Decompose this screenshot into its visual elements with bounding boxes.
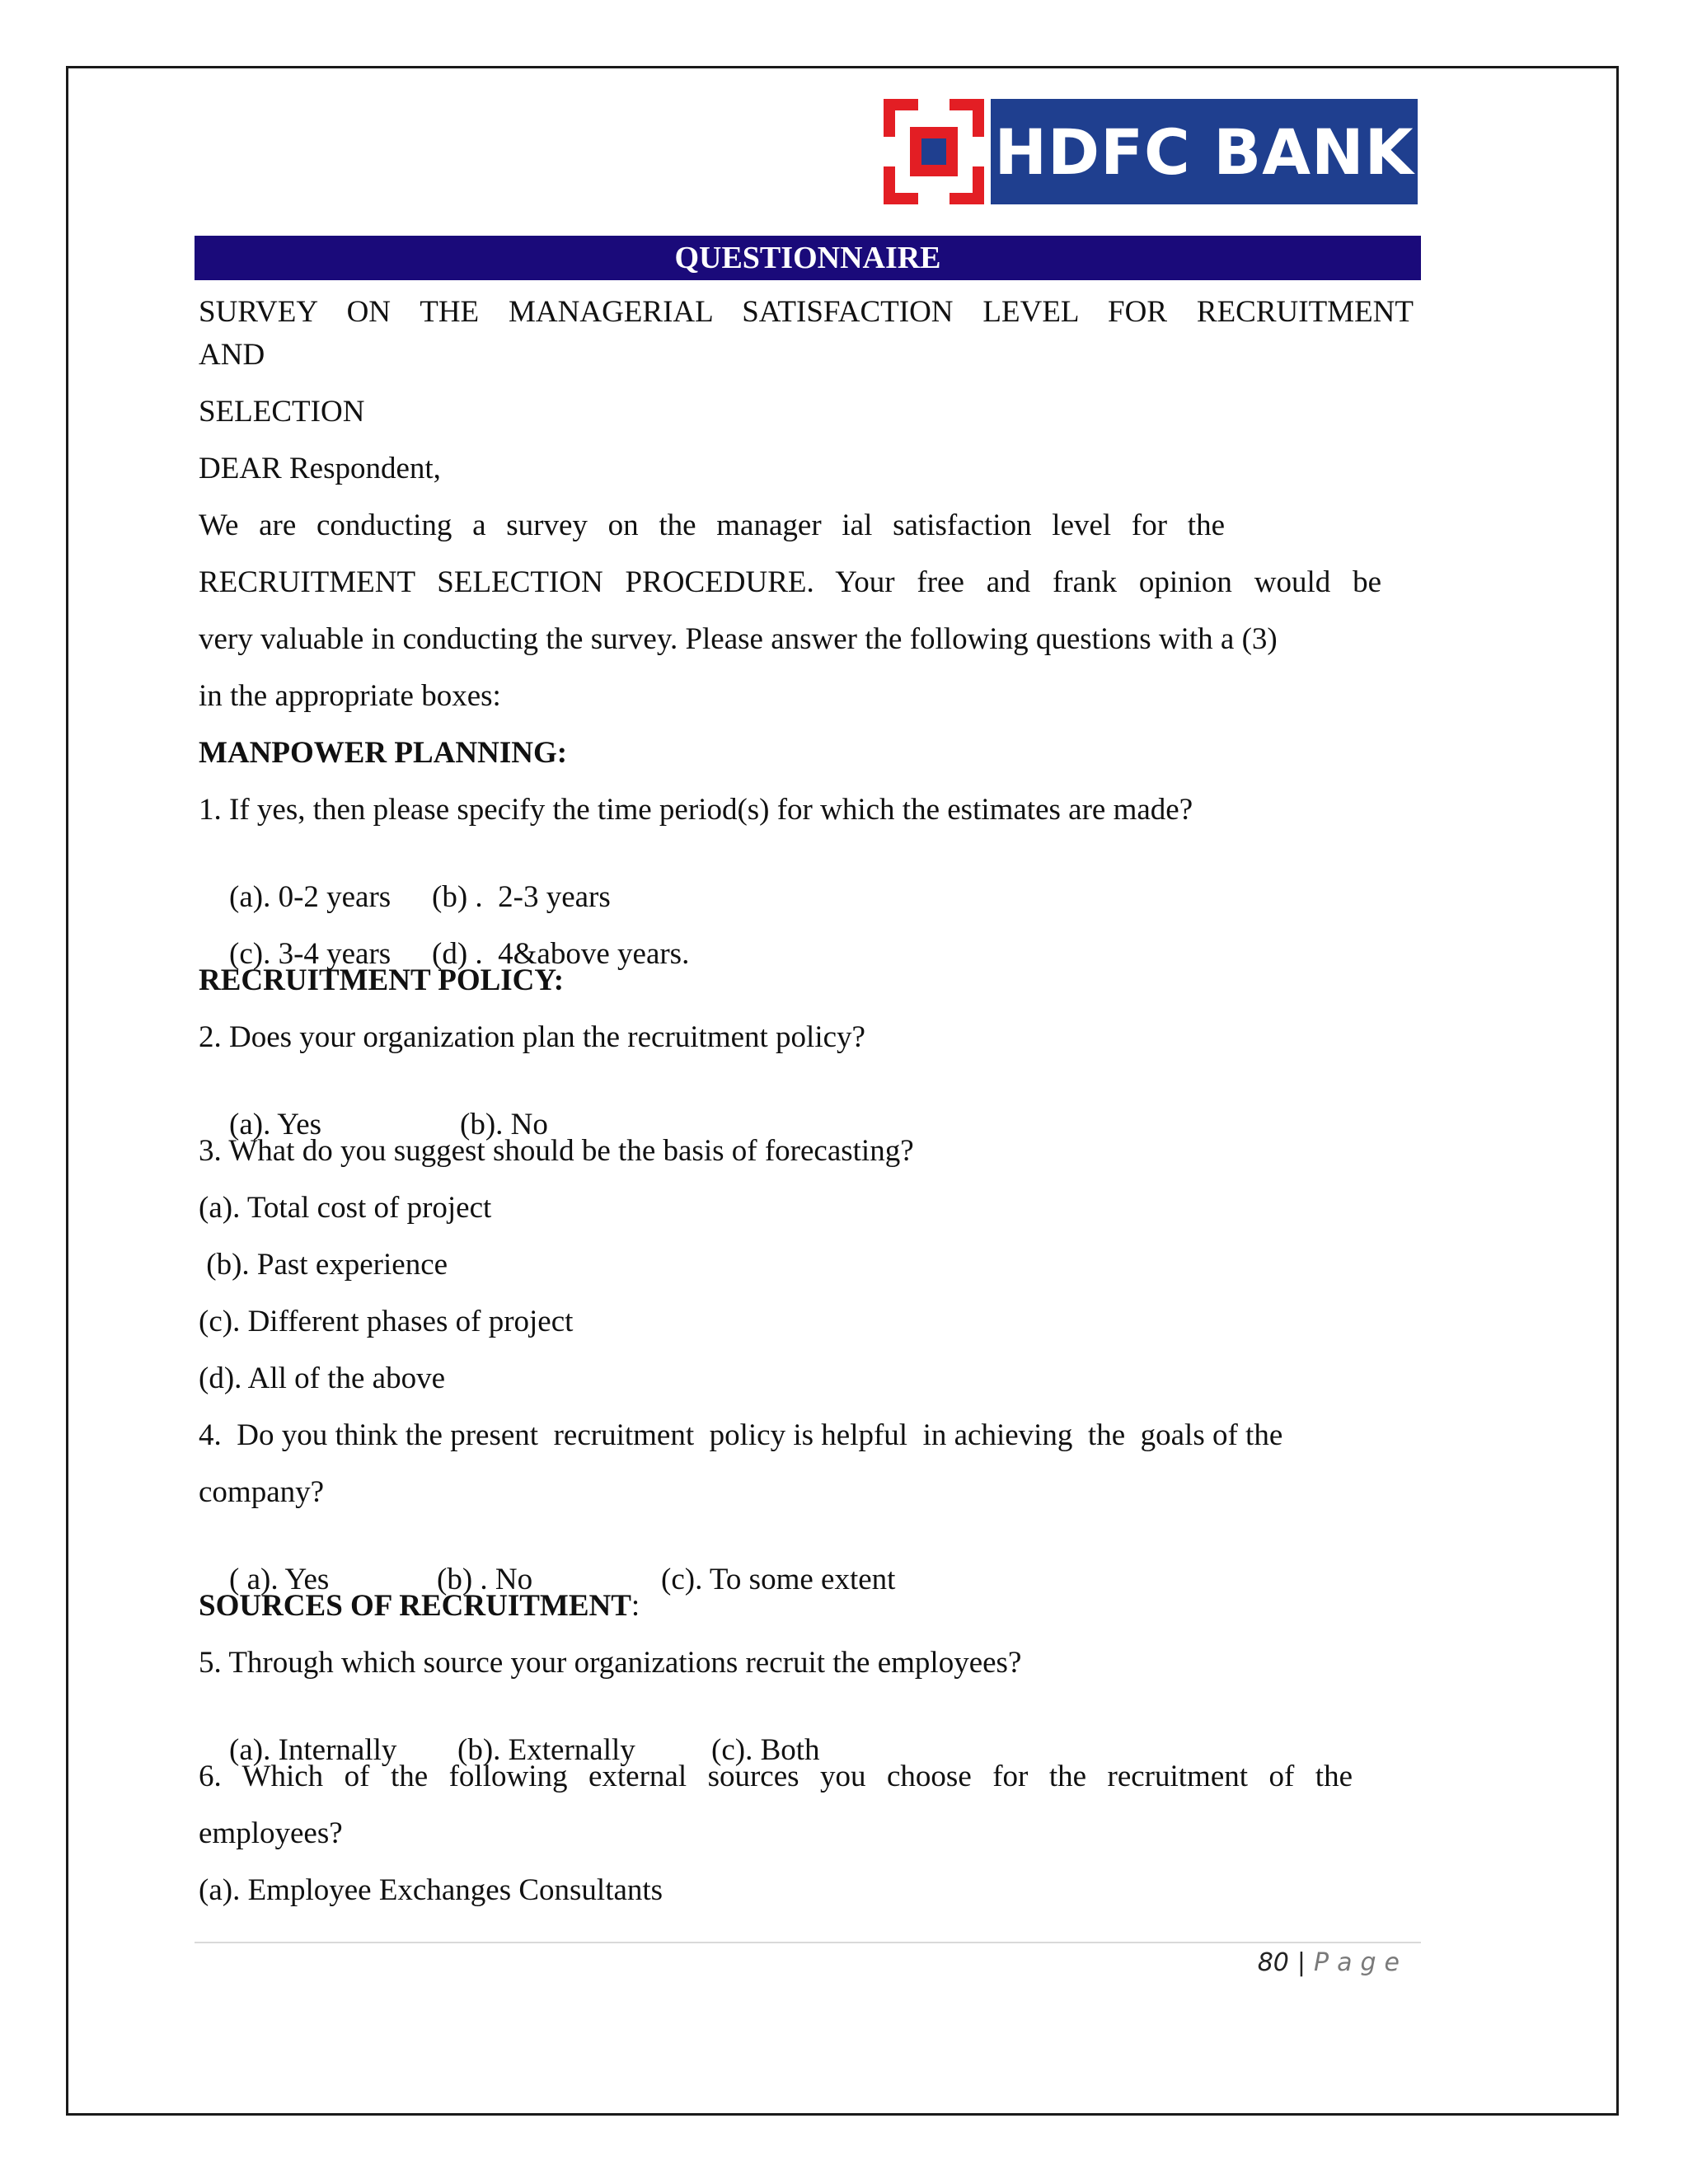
question-6-line2: employees?	[199, 1816, 343, 1850]
question-4-line2: company?	[199, 1475, 325, 1509]
intro-paragraph-line2: RECRUITMENT SELECTION PROCEDURE. Your free and frank opinion would be	[199, 565, 1381, 599]
option-text: (a). Yes	[229, 1108, 322, 1141]
questionnaire-banner: QUESTIONNAIRE	[195, 236, 1421, 280]
question-2: 2. Does your organization plan the recruitment policy?	[199, 1020, 865, 1054]
option-text: ( a). Yes	[229, 1563, 330, 1596]
survey-title-line2: AND	[199, 338, 265, 372]
question-3-option-c: (c). Different phases of project	[199, 1305, 574, 1338]
question-5: 5. Through which source your organizations recruit the employees?	[199, 1646, 1022, 1680]
footer-divider	[195, 1942, 1421, 1943]
intro-paragraph-line1: We are conducting a survey on the manager ial satisfaction level for the	[199, 509, 1225, 542]
question-4-line1: 4. Do you think the present recruitment policy is helpful in achieving the goals of the	[199, 1418, 1283, 1452]
option-text: (a). 0-2 years	[229, 880, 392, 914]
survey-title-line3: SELECTION	[199, 395, 365, 429]
question-3-option-d: (d). All of the above	[199, 1361, 445, 1395]
question-1: 1. If yes, then please specify the time period(s) for which the estimates are made?	[199, 793, 1193, 827]
page-footer	[1258, 1948, 1408, 1977]
option-text: (b) . No	[437, 1563, 533, 1596]
option-text: (c). To some extent	[661, 1563, 896, 1596]
page-number: 80	[1257, 1948, 1289, 1977]
intro-paragraph-line4: in the appropriate boxes:	[199, 679, 501, 713]
question-3-option-a: (a). Total cost of project	[199, 1191, 492, 1225]
logo-gap	[984, 99, 991, 204]
question-6-line1: 6. Which of the following external sources you choose for the recruitment of the	[199, 1760, 1353, 1793]
section-heading-sources-text: SOURCES OF RECRUITMENT	[199, 1589, 631, 1623]
hdfc-bank-logo	[884, 99, 1418, 204]
section-heading-sources-colon: :	[631, 1589, 640, 1623]
question-3: 3. What do you suggest should be the basis of forecasting?	[199, 1134, 914, 1168]
option-text: (c). Both	[711, 1733, 820, 1767]
intro-paragraph-line3: very valuable in conducting the survey. Please answer the following questions with a (3)	[199, 622, 1278, 656]
section-heading-manpower: MANPOWER PLANNING:	[199, 736, 568, 770]
option-text: (a). Internally	[229, 1733, 397, 1767]
logo-wordmark: HDFC BANK	[991, 99, 1418, 204]
survey-title-line1: SURVEY ON THE MANAGERIAL SATISFACTION LEVEL FOR RECRUITMENT	[199, 295, 1414, 329]
salutation: DEAR Respondent,	[199, 452, 441, 485]
question-6-option-a: (a). Employee Exchanges Consultants	[199, 1873, 663, 1907]
hdfc-logo-mark-icon	[884, 99, 984, 204]
question-3-option-b: (b). Past experience	[199, 1248, 448, 1282]
option-text: (d) . 4&above years.	[432, 937, 690, 971]
option-text: (b). No	[460, 1108, 548, 1141]
page-separator: |	[1296, 1948, 1306, 1977]
section-heading-sources	[199, 1591, 640, 1621]
option-text: (c). 3-4 years	[229, 937, 392, 971]
section-heading-recruitment-policy: RECRUITMENT POLICY:	[199, 963, 565, 997]
option-text: (b). Externally	[457, 1733, 635, 1767]
option-text: (b) . 2-3 years	[432, 880, 611, 914]
page-label: Page	[1314, 1948, 1408, 1977]
